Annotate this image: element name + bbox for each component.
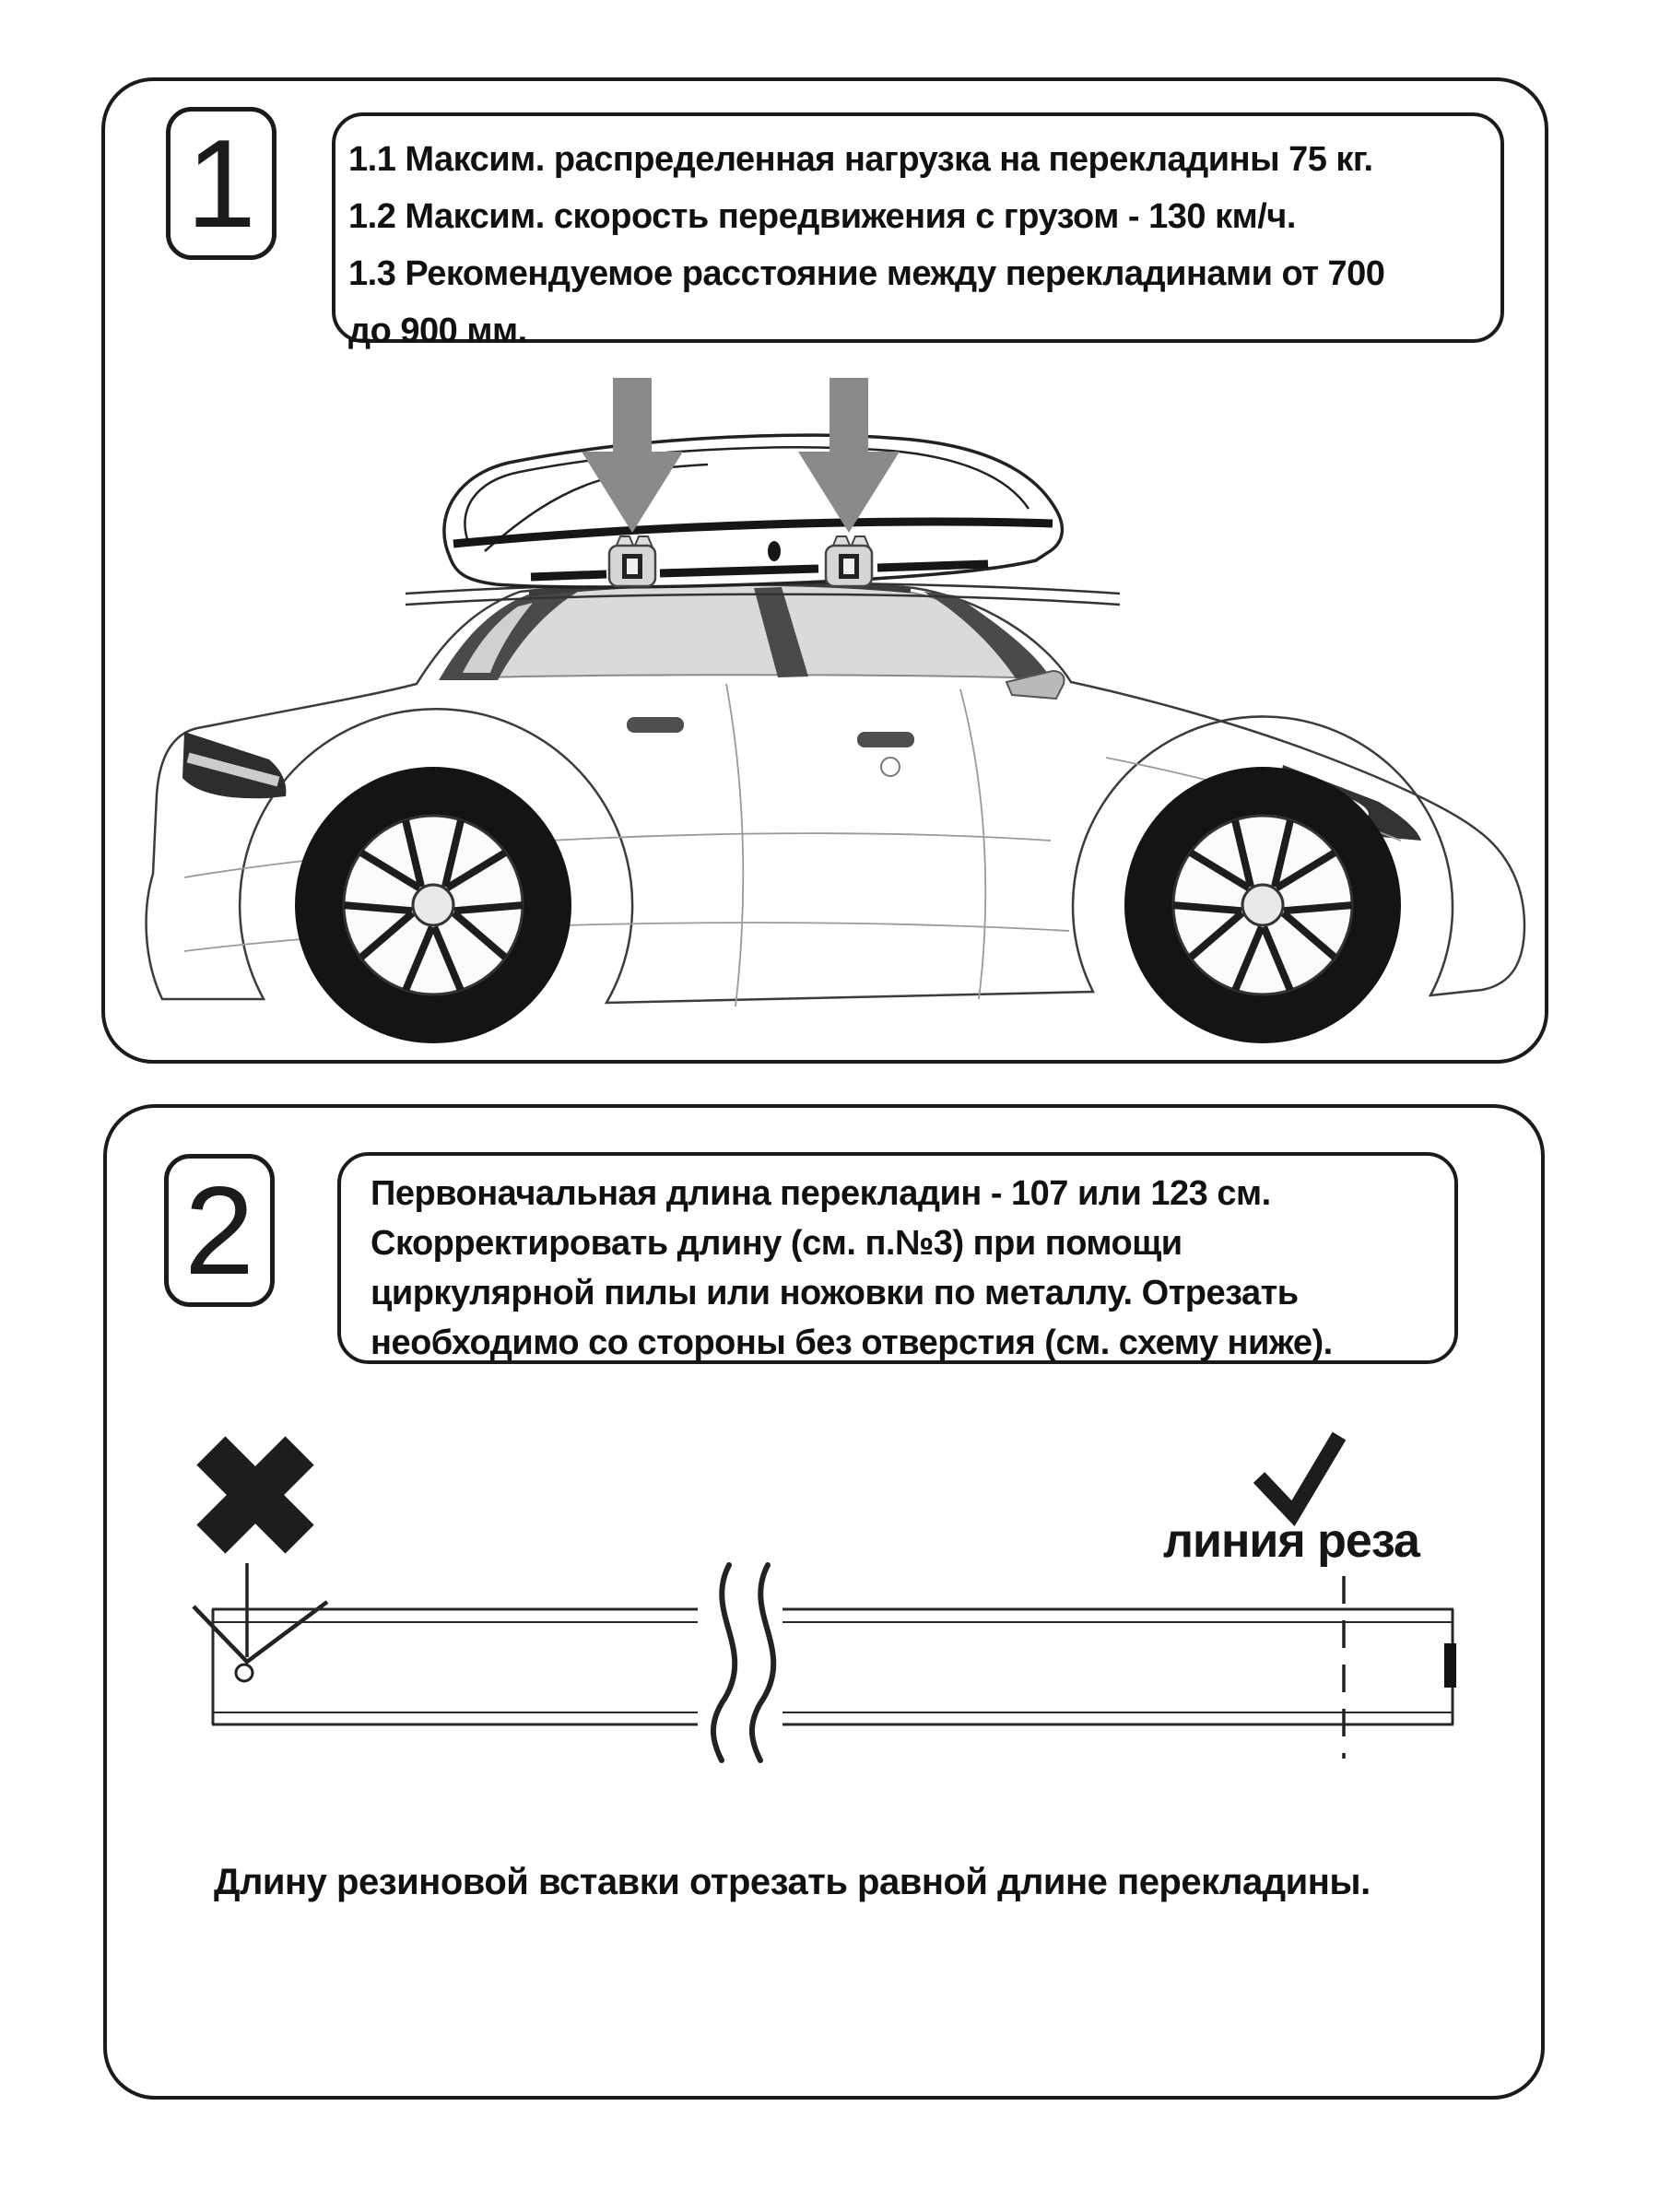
instruction-line: Первоначальная длина перекладин - 107 или 123 см.: [371, 1174, 1271, 1213]
car-with-roof-box-illustration: [129, 361, 1553, 1066]
instruction-line: 1.3 Рекомендуемое расстояние между перекладинами от 700: [348, 254, 1385, 293]
crossbar-cutting-diagram: [106, 1382, 1544, 1899]
break-gap: [698, 1599, 782, 1735]
check-icon: [1259, 1436, 1339, 1513]
door-handle-front: [857, 732, 914, 747]
step-number-1: 1: [186, 113, 256, 253]
crossbar-profile: [212, 1609, 1453, 1724]
cut-line-label: линия реза: [1163, 1514, 1419, 1568]
rear-wheel: [295, 767, 571, 1043]
instruction-line: 1.2 Максим. скорость передвижения с грузом - 130 км/ч.: [348, 197, 1296, 236]
roof-cargo-box: [444, 435, 1063, 587]
step-number-2: 2: [184, 1160, 254, 1300]
instruction-line: Скорректировать длину (см. п.№3) при помощи: [371, 1224, 1182, 1263]
door-handle-rear: [627, 717, 684, 733]
instruction-box-2: [337, 1152, 1458, 1364]
instruction-box-1: [332, 112, 1504, 350]
wrong-cross-icon: [196, 1436, 313, 1553]
instruction-line: необходимо со стороны без отверстия (см. схему ниже).: [371, 1324, 1333, 1362]
step-number-box-1: [166, 107, 276, 260]
instruction-line: 1.1 Максим. распределенная нагрузка на перекладины 75 кг.: [348, 140, 1373, 179]
box-lock: [768, 541, 781, 561]
front-wheel: [1124, 767, 1401, 1043]
footnote-text: Длину резиновой вставки отрезать равной длине перекладины.: [214, 1862, 1371, 1902]
crossbar-end-slot: [1444, 1643, 1456, 1688]
step-number-box-2: [164, 1154, 275, 1307]
instruction-line: до 900 мм.: [348, 312, 527, 350]
instruction-line: циркулярной пилы или ножовки по металлу. Отрезать: [371, 1274, 1299, 1312]
crossbar-hole: [236, 1665, 253, 1681]
